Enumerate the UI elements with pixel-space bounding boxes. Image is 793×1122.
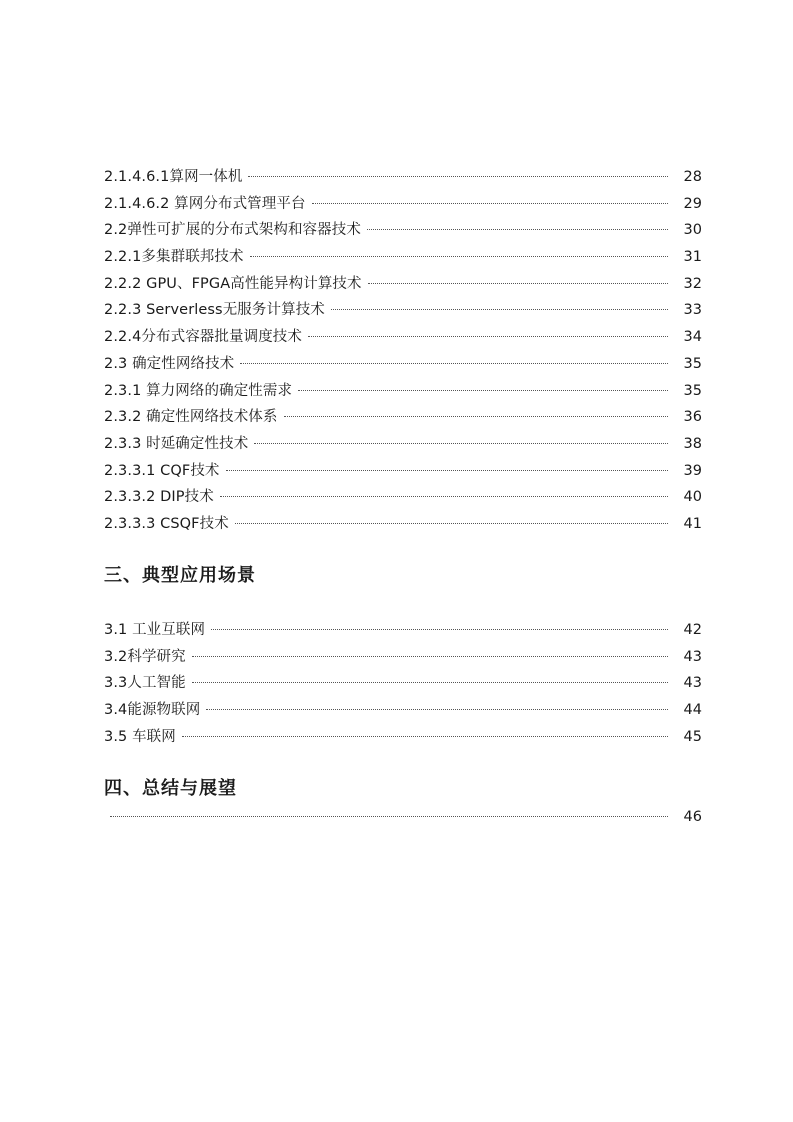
toc-dot-leader bbox=[331, 309, 668, 310]
toc-entry[interactable] bbox=[104, 670, 702, 697]
toc-entry-page: 45 bbox=[683, 728, 702, 745]
toc-entry-page: 46 bbox=[683, 809, 702, 825]
section-heading-4[interactable]: 四、总结与展望 bbox=[104, 778, 237, 799]
toc-dot-leader bbox=[248, 176, 668, 177]
toc-dot-leader bbox=[235, 523, 668, 524]
toc-dot-leader bbox=[220, 496, 668, 497]
toc-entry-page: 31 bbox=[683, 249, 702, 266]
toc-dot-leader bbox=[254, 443, 668, 444]
toc-entry[interactable] bbox=[104, 724, 702, 751]
toc-entry[interactable] bbox=[104, 644, 702, 671]
toc-entry[interactable] bbox=[104, 484, 702, 511]
toc-entry-label: 3.3人工智能 bbox=[104, 675, 186, 692]
toc-entry-label: 2.3.3 时延确定性技术 bbox=[104, 435, 249, 452]
toc-entry-page: 32 bbox=[683, 275, 702, 292]
toc-dot-leader bbox=[368, 283, 668, 284]
toc-entry-label: 2.2.3 Serverless无服务计算技术 bbox=[104, 302, 325, 319]
toc-entry-label: 2.3.3.1 CQF技术 bbox=[104, 462, 220, 479]
toc-entry-page: 35 bbox=[683, 355, 702, 372]
toc-dot-leader bbox=[110, 816, 668, 817]
toc-dot-leader bbox=[298, 390, 668, 391]
toc-entry[interactable] bbox=[104, 244, 702, 271]
toc-entry[interactable] bbox=[104, 404, 702, 431]
toc-list-section2 bbox=[104, 164, 702, 538]
toc-entry-page: 33 bbox=[683, 302, 702, 319]
toc-dot-leader bbox=[211, 629, 668, 630]
toc-entry[interactable] bbox=[104, 164, 702, 191]
toc-entry-page: 38 bbox=[683, 435, 702, 452]
toc-entry-page: 40 bbox=[683, 489, 702, 506]
toc-entry-page: 34 bbox=[683, 329, 702, 346]
toc-entry[interactable] bbox=[104, 431, 702, 458]
toc-entry-label: 2.3.2 确定性网络技术体系 bbox=[104, 409, 278, 426]
toc-entry-label: 3.2科学研究 bbox=[104, 648, 186, 665]
toc-entry-label: 2.2弹性可扩展的分布式架构和容器技术 bbox=[104, 222, 361, 239]
toc-entry-page: 43 bbox=[683, 648, 702, 665]
toc-entry-page: 44 bbox=[683, 702, 702, 719]
toc-dot-leader bbox=[367, 229, 668, 230]
toc-entry[interactable] bbox=[104, 324, 702, 351]
toc-list-section3 bbox=[104, 617, 702, 750]
toc-entry-label: 3.4能源物联网 bbox=[104, 702, 201, 719]
toc-entry[interactable] bbox=[104, 378, 702, 405]
toc-entry[interactable] bbox=[104, 511, 702, 538]
toc-entry[interactable] bbox=[104, 191, 702, 218]
toc-entry-label: 2.1.4.6.2 算网分布式管理平台 bbox=[104, 195, 306, 212]
toc-dot-leader bbox=[226, 470, 668, 471]
toc-entry-page: 30 bbox=[683, 222, 702, 239]
toc-entry-label: 2.1.4.6.1算网一体机 bbox=[104, 169, 243, 185]
toc-entry-page: 43 bbox=[683, 675, 702, 692]
toc-entry-label: 2.3.1 算力网络的确定性需求 bbox=[104, 382, 293, 399]
toc-entry-label: 2.2.2 GPU、FPGA高性能异构计算技术 bbox=[104, 275, 362, 292]
toc-entry-page: 42 bbox=[683, 622, 702, 638]
toc-entry-label: 2.3 确定性网络技术 bbox=[104, 355, 235, 372]
toc-dot-leader bbox=[250, 256, 668, 257]
toc-entry[interactable] bbox=[104, 697, 702, 724]
toc-entry[interactable] bbox=[104, 458, 702, 485]
toc-dot-leader bbox=[182, 736, 668, 737]
toc-dot-leader bbox=[192, 656, 668, 657]
toc-entry-label: 2.2.4分布式容器批量调度技术 bbox=[104, 329, 302, 346]
toc-dot-leader bbox=[312, 203, 668, 204]
toc-entry[interactable] bbox=[104, 804, 702, 831]
toc-dot-leader bbox=[308, 336, 668, 337]
toc-entry-page: 35 bbox=[683, 382, 702, 399]
toc-entry[interactable] bbox=[104, 351, 702, 378]
toc-entry[interactable] bbox=[104, 271, 702, 298]
toc-entry-label: 3.1 工业互联网 bbox=[104, 622, 206, 638]
toc-entry-label: 2.3.3.2 DIP技术 bbox=[104, 489, 214, 506]
toc-entry-page: 36 bbox=[683, 409, 702, 426]
toc-entry[interactable] bbox=[104, 617, 702, 644]
toc-entry-page: 41 bbox=[683, 515, 702, 532]
toc-dot-leader bbox=[284, 416, 668, 417]
toc-entry-page: 28 bbox=[683, 169, 702, 185]
toc-dot-leader bbox=[206, 709, 668, 710]
toc-dot-leader bbox=[240, 363, 668, 364]
toc-entry-label: 2.2.1多集群联邦技术 bbox=[104, 249, 244, 266]
section-heading-3[interactable]: 三、典型应用场景 bbox=[104, 565, 256, 586]
toc-dot-leader bbox=[192, 682, 668, 683]
toc-entry-page: 39 bbox=[683, 462, 702, 479]
toc-entry[interactable] bbox=[104, 217, 702, 244]
toc-entry[interactable] bbox=[104, 297, 702, 324]
toc-entry-label: 2.3.3.3 CSQF技术 bbox=[104, 515, 229, 532]
toc-entry-label: 3.5 车联网 bbox=[104, 728, 176, 745]
toc-list-section4 bbox=[104, 804, 702, 831]
toc-entry-page: 29 bbox=[683, 195, 702, 212]
